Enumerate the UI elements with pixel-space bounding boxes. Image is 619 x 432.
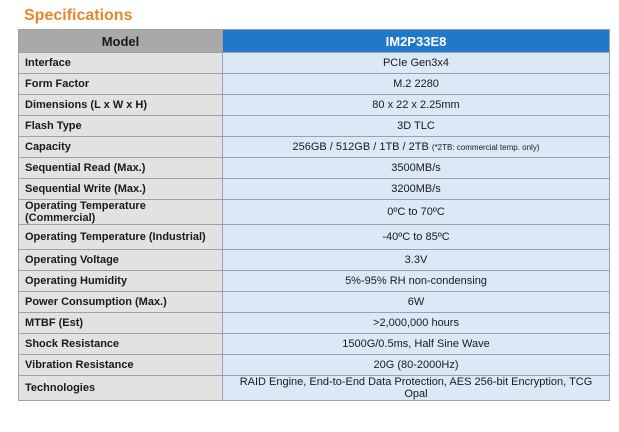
spec-label: Interface — [19, 53, 223, 74]
table-row — [19, 53, 610, 74]
spec-label: Dimensions (L x W x H) — [19, 95, 223, 116]
spec-value-text: 1500G/0.5ms, Half Sine Wave — [342, 338, 490, 350]
capacity-note: (*2TB: commercial temp. only) — [431, 143, 540, 152]
table-row — [19, 74, 610, 95]
table-row — [19, 271, 610, 292]
table-row — [19, 158, 610, 179]
spec-value — [223, 137, 610, 158]
table-row — [19, 95, 610, 116]
table-row — [19, 179, 610, 200]
spec-value — [223, 179, 610, 200]
spec-label: Power Consumption (Max.) — [19, 292, 223, 313]
spec-value — [223, 200, 610, 225]
spec-label: Operating Humidity — [19, 271, 223, 292]
spec-value-text: 3D TLC — [397, 120, 435, 132]
column-header-model-number: IM2P33E8 — [223, 30, 610, 53]
spec-value — [223, 116, 610, 137]
table-row — [19, 225, 610, 250]
spec-value — [223, 158, 610, 179]
spec-value — [223, 313, 610, 334]
column-header-model: Model — [19, 30, 223, 53]
spec-value — [223, 334, 610, 355]
table-row — [19, 376, 610, 401]
spec-value — [223, 95, 610, 116]
spec-label: Form Factor — [19, 74, 223, 95]
spec-value-text: 0ºC to 70ºC — [387, 206, 445, 218]
page-title: Specifications — [24, 7, 133, 24]
spec-label: Operating Temperature (Industrial) — [19, 225, 223, 250]
spec-label: Sequential Write (Max.) — [19, 179, 223, 200]
spec-label: Flash Type — [19, 116, 223, 137]
spec-value-text: 6W — [407, 296, 425, 308]
spec-label: Operating Temperature (Commercial) — [19, 200, 223, 225]
table-row — [19, 355, 610, 376]
spec-table — [18, 29, 610, 401]
spec-label: MTBF (Est) — [19, 313, 223, 334]
spec-value — [223, 271, 610, 292]
spec-label: Vibration Resistance — [19, 355, 223, 376]
spec-value — [223, 376, 610, 401]
spec-value-text: 20G (80-2000Hz) — [373, 359, 459, 371]
spec-value-text: 3200MB/s — [391, 183, 441, 195]
spec-value-text: 3500MB/s — [391, 162, 441, 174]
spec-value-text: M.2 2280 — [393, 78, 439, 90]
spec-value — [223, 225, 610, 250]
spec-value — [223, 355, 610, 376]
spec-value-text: RAID Engine, End-to-End Data Protection, AES 256-bit Encryption, TCG Opal — [239, 376, 593, 400]
table-row — [19, 334, 610, 355]
spec-value-text: PCIe Gen3x4 — [382, 57, 450, 69]
table-row — [19, 313, 610, 334]
table-row — [19, 250, 610, 271]
table-header-row — [19, 30, 610, 53]
spec-value-text: 80 x 22 x 2.25mm — [372, 99, 460, 111]
table-row — [19, 137, 610, 158]
spec-label: Shock Resistance — [19, 334, 223, 355]
spec-label: Capacity — [19, 137, 223, 158]
spec-value-text: >2,000,000 hours — [373, 317, 459, 329]
spec-value-text: -40ºC to 85ºC — [382, 231, 450, 243]
spec-value-text: 3.3V — [404, 254, 428, 266]
spec-value — [223, 53, 610, 74]
table-row — [19, 200, 610, 225]
spec-value-text: 256GB / 512GB / 1TB / 2TB — [292, 141, 432, 153]
spec-label: Operating Voltage — [19, 250, 223, 271]
spec-label: Sequential Read (Max.) — [19, 158, 223, 179]
spec-value — [223, 74, 610, 95]
table-row — [19, 292, 610, 313]
table-row — [19, 116, 610, 137]
spec-value-text: 5%-95% RH non-condensing — [345, 275, 487, 287]
spec-value — [223, 250, 610, 271]
spec-label: Technologies — [19, 376, 223, 401]
spec-value — [223, 292, 610, 313]
